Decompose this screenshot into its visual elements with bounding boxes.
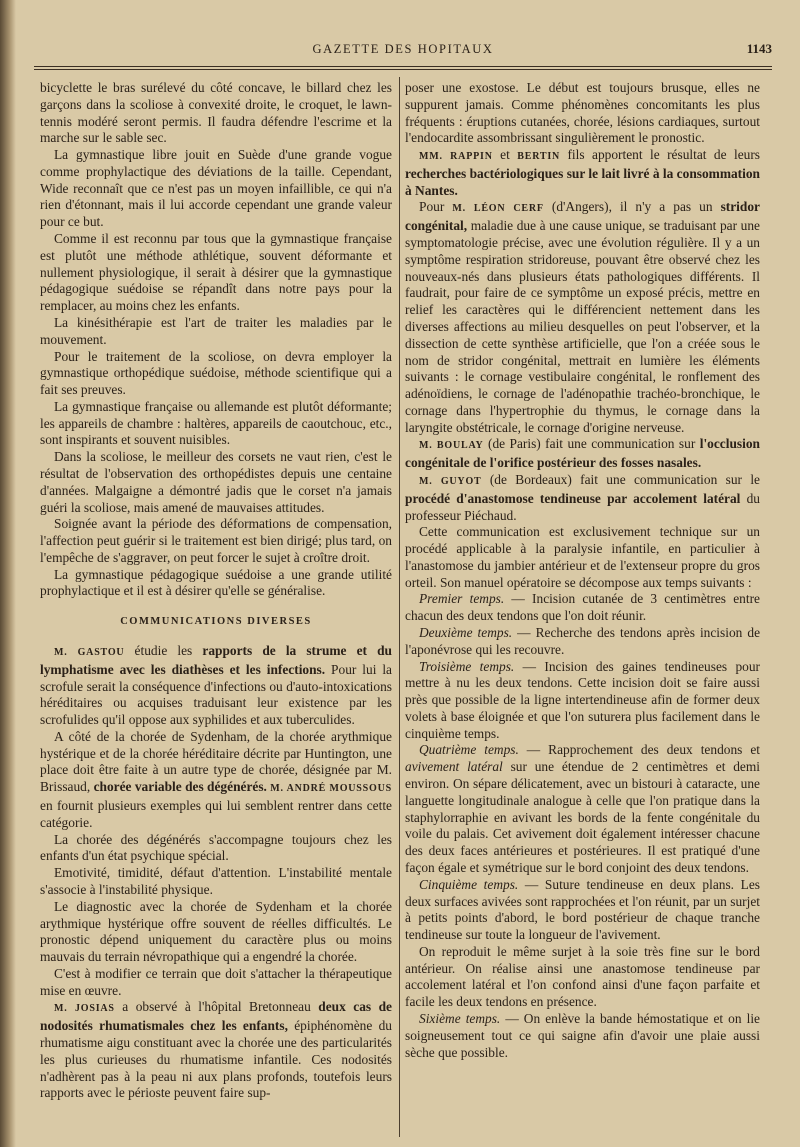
paragraph-rappin (405, 147, 760, 199)
text-run: (de Paris) fait une communication sur (483, 436, 700, 452)
page-binding-edge (0, 0, 16, 1147)
text-run: — Incision des gaines tendineuses pour mettre à nu les deux tendons. Cette incision doit se faire aussi près que possible de la ligne intertendineuse afin de former deux volets à base éloignée et que l'on suturera plus facilement dans le cinquième temps. (405, 658, 761, 741)
topic-bold: rapports de la strume et du lymphatisme avec les diathèses et les infections. (40, 643, 393, 677)
paragraph: La chorée des dégénérés s'accompagne toujours chez les enfants d'un état psychique spécial. (40, 831, 392, 864)
author-name: M. ANDRÉ MOUSSOUS (270, 783, 392, 795)
text-run: — On enlève la bande hémostatique et on lie soigneusement tout ce qui saigne afin d'avoir une plaie aussi sèche que possible. (405, 1010, 760, 1060)
paragraph: Dans la scoliose, le meilleur des corsets ne vaut rien, c'est le résultat de l'observation des orthopédistes depuis une centaine d'années. Malgaigne a démontré jadis que le corset n'a jamais guéri la scoliose, mais amené de mauvaises attitudes. (40, 449, 392, 515)
step-4 (405, 742, 760, 876)
paragraph: poser une exostose. Le début est toujours brusque, elles ne suppurent jamais. Comme phénomènes concomitants les plus fréquents : éruptions cutanées, chorée, lésions cardiaques, surtout l'endocardite assombrissant singulièrement le pronostic. (405, 80, 760, 146)
topic-bold: deux cas de nodosités rhumatismales chez les enfants, (40, 999, 392, 1034)
author-name: M. BOULAY (419, 440, 484, 452)
text-run: fils apportent le résultat de leurs (560, 147, 761, 163)
step-2 (405, 625, 760, 659)
topic-bold: stridor congénital, (405, 199, 760, 234)
topic-bold: recherches bactériologiques sur le lait livré à la consommation à Nantes. (405, 165, 760, 198)
paragraph: La kinésithérapie est l'art de traiter les maladies par le mouvement. (40, 314, 392, 347)
paragraph: La gymnastique libre jouit en Suède d'une grande vogue comme prophylactique des déviations de la taille. Cependant, Wide reconnaît que ce n'est pas un moyen infaillible, ce qui n'a rien d'étonnant, mais il lui accorde cependant une grande valeur pour ce but. (40, 147, 392, 230)
text-run: a observé à l'hôpital Bretonneau (114, 999, 319, 1015)
text-run: Pour lui la scrofule serait la conséquence d'infections ou d'auto-intoxications héréditaires ou acquises traduisant leur existence par les scrofulides qu'il oppose aux syphilides et aux tuberculides. (40, 661, 393, 728)
text-run: — Rapprochement des deux tendons et (518, 742, 760, 758)
step-5 (405, 877, 760, 944)
paragraph: Pour le traitement de la scoliose, on devra employer la gymnastique orthopédique suédoise, méthode scientifique qui a fait ses preuves. (40, 348, 392, 398)
italic-term: avivement latéral (405, 759, 503, 775)
topic-bold: procédé d'anastomose tendineuse par accolement latéral (405, 490, 741, 506)
text-run: — Incision cutanée de 3 centimètres entre chacun des deux tendons que l'on doit réunir. (405, 591, 760, 624)
topic-bold: l'occlusion congénitale de l'orifice postérieur des fosses nasales. (405, 436, 760, 471)
paragraph-choree (40, 729, 392, 832)
step-3 (405, 659, 760, 743)
step-6 (405, 1011, 760, 1061)
page-number: 1143 (746, 41, 772, 56)
header-rule-bottom (34, 69, 772, 70)
text-run: et (492, 147, 518, 163)
step-label: Deuxième temps. (419, 625, 513, 640)
header-rule-top (34, 66, 772, 67)
text-run: sur une étendue de 2 centimètres et demi environ. On sépare délicatement, avec un bistouri à cataracte, une languette longitudinale analogue à celle que l'on pratique dans la staphylorraphie en avivant les bords de la fente congénitale du voile du palais. Cet avivement doit également intéresser chacune des deux faces antérieures et postérieures. Il est pratiqué d'une façon égale et symétrique sur le bord conjoint des deux tendons. (405, 759, 760, 875)
text-run: étudie les (124, 643, 203, 658)
step-label: Sixième temps. (419, 1010, 501, 1026)
author-name: M. GASTOU (54, 647, 125, 658)
text-run: — Suture tendineuse en deux plans. Les deux surfaces avivées sont rapprochées et l'on réunit, par un surjet à petits points d'abord, le bord postérieur de chaque tranche tendineuse sur toute la longueur de l'avivement. (405, 876, 760, 943)
paragraph-josias (40, 999, 392, 1102)
author-name: M. JOSIAS (54, 1003, 115, 1015)
text-run: en fournit plusieurs exemples qui lui semblent rentrer dans cette catégorie. (40, 798, 392, 830)
step-label: Cinquième temps. (419, 876, 519, 892)
topic-bold: chorée variable des dégénérés. (93, 779, 267, 795)
column-divider (399, 77, 400, 1137)
paragraph: La gymnastique pédagogique suédoise a une grande utilité prophylactique et il est à désirer qu'elle se généralise. (40, 566, 392, 599)
paragraph: Cette communication est exclusivement technique sur un procédé applicable à la paralysie infantile, en particulier à l'anastomose du jambier antérieur et de l'extenseur propre du gros orteil. Son manuel opératoire se décompose aux temps suivants : (405, 524, 760, 590)
paragraph: On reproduit le même surjet à la soie très fine sur le bord antérieur. On réalise ainsi une anastomose tendineuse par accolement latéral et l'on confond ainsi d'une façon parfaite et facile les deux tendons en présence. (405, 943, 760, 1010)
section-heading: COMMUNICATIONS DIVERSES (120, 616, 312, 628)
text-run: maladie due à une cause unique, se traduisant par une symptomatologie précise, avec une évolution régulière. Il y a un symptôme respiration stridoreuse, pouvant être observé chez les nouveaux-nés dans plusieurs états pathologiques différents. Il faudrait, pour faire de ce symptôme un exposé précis, mettre en relief les caractères qui le différencient nettement dans les diverses affections au milieu desquelles on peut l'observer, et la dissection de cette synthèse artificielle, que l'on a créée sous le nom de stridor congénital, mettrait en lumière les éléments suivants : le cornage vestibulaire congénital, le ronflement des adénoïdiens, le cornage de l'adénopathie trachéo-bronchique, le cornage dans l'hypertrophie du thymus, le cornage dans la laryngite obstétricale, le cornage d'origine nerveuse. (405, 218, 760, 435)
left-column (40, 80, 392, 1102)
text-run: du professeur Piéchaud. (405, 490, 760, 523)
author-name: M. LÉON CERF (452, 203, 544, 215)
paragraph-guyot (405, 472, 760, 524)
right-column (405, 80, 760, 1061)
step-label: Quatrième temps. (419, 742, 519, 758)
paragraph: Le diagnostic avec la chorée de Sydenham et la chorée arythmique hystérique offre souvent de réelles difficultés. Le pronostic dépend uniquement du caractère plus ou moins mauvais du terrain névropathique qui a engendré la chorée. (40, 898, 392, 965)
text-run: (de Bordeaux) fait une communication sur le (481, 471, 760, 487)
text-run: (d'Angers), il n'y a pas un (543, 199, 721, 215)
paragraph: bicyclette le bras surélevé du côté concave, le billard chez les garçons dans la scoliose à convexité droite, le croquet, le lawn-tennis modéré seront permis. Il faudra défendre l'escrime et la marche sur le sable sec. (40, 80, 392, 146)
text-run: A côté de la chorée de Sydenham, de la chorée arythmique hystérique et de la chorée héréditaire décrite par Huntington, une place doit être faite à un autre type de chorée, désignée par M. Brissaud, (40, 728, 392, 795)
text-run: Pour (419, 199, 453, 215)
page-header (34, 38, 772, 62)
text-run: épiphénomène du rhumatisme aigu constituant avec la chorée une des particularités les plus curieuses du rhumatisme infantile. Ces nodosités n'adhèrent pas à la peau ni aux plans profonds, toutefois leurs rapports avec le périoste peuvent faire sup- (40, 1018, 393, 1101)
paragraph: La gymnastique française ou allemande est plutôt déformante; les appareils de chambre : haltères, appareils de caoutchouc, etc., sont inspirants et souvent nuisibles. (40, 398, 392, 448)
paragraph-gastou (40, 643, 392, 729)
paragraph: Emotivité, timidité, défaut d'attention. L'instabilité mentale s'associe à l'instabilité physique. (40, 865, 392, 897)
author-name: M. GUYOT (419, 475, 482, 487)
author-name: BERTIN (517, 151, 561, 163)
paragraph: C'est à modifier ce terrain que doit s'attacher la thérapeutique mise en œuvre. (40, 965, 392, 998)
step-1 (405, 591, 760, 625)
step-label: Troisième temps. (419, 658, 515, 674)
journal-title: GAZETTE DES HOPITAUX (312, 42, 494, 56)
text-run: — Recherche des tendons après incision de l'aponévrose qui les recouvre. (405, 625, 761, 657)
author-name: MM. RAPPIN (419, 151, 493, 163)
paragraph-boulay (405, 436, 760, 472)
paragraph: Soignée avant la période des déformations de compensation, l'affection peut guérir si le traitement est bien dirigé; plus tard, on l'empêche de s'aggraver, on peut forcer le sujet à croître droit. (40, 516, 392, 565)
paragraph-cerf (405, 199, 760, 436)
step-label: Premier temps. (419, 591, 505, 607)
paragraph: Comme il est reconnu par tous que la gymnastique française est plutôt une méthode athlétique, souvent déformante et nullement physiologique, il serait à désirer que la gymnastique pédagogique suédoise se répandît dans notre pays pour la remplacer, au moins chez les enfants. (40, 231, 392, 314)
